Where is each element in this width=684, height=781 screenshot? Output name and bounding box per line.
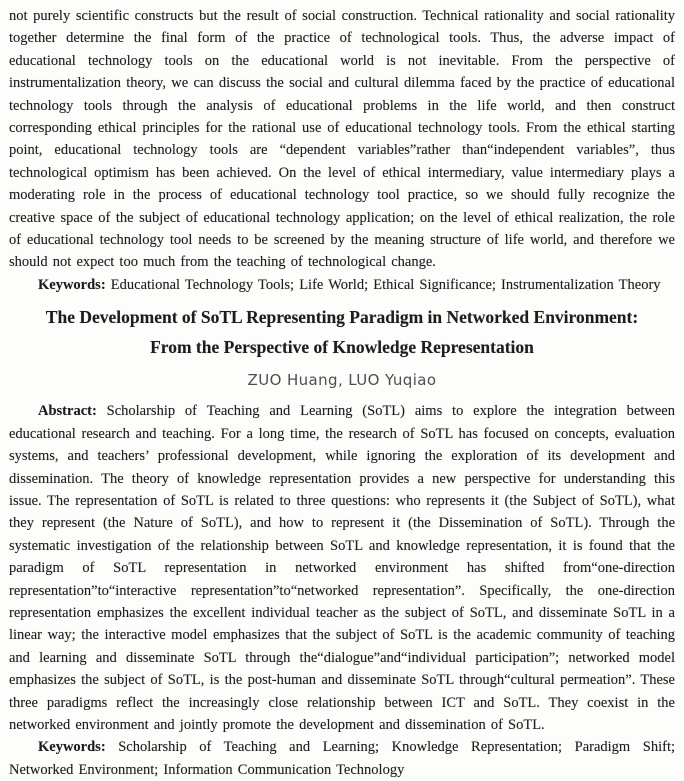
article-keywords-label: Keywords: <box>38 739 106 756</box>
article-title-line1: The Development of SoTL Representing Paradigm in Networked Environment: <box>45 307 639 328</box>
previous-article-keywords-text: Educational Technology Tools; Life World; Ethical Significance; Instrumentalization Theory <box>105 276 661 293</box>
article-authors: ZUO Huang, LUO Yuqiao <box>247 371 437 390</box>
abstract-label: Abstract: <box>38 403 97 420</box>
article-keywords-line <box>9 736 675 781</box>
article-keywords-text: Scholarship of Teaching and Learning; Knowledge Representation; Paradigm Shift; Networked Environment; Information Communication Technology <box>9 739 675 778</box>
previous-article-continuation-paragraph: not purely scientific constructs but the result of social construction. Technical rationality and social rationality together determine the final form of the practice of technological tools. Thus, the adverse impact of educational technology tools on the educational world is not inevitable. From the perspective of instrumentalization theory, we can discuss the social and cultural dilemma faced by the practice of educational technology tools through the analysis of educational problems in the life world, and then construct corresponding ethical principles for the rational use of educational technology tools. From the ethical starting point, educational technology tools are “dependent variables”rather than“independent variables”, thus technological optimism has been achieved. On the level of ethical intermediary, value intermediary plays a moderating role in the process of educational technology tool practice, so we should fully recognize the creative space of the subject of educational technology application; on the level of ethical realization, the role of educational technology tool needs to be screened by the meaning structure of life world, and therefore we should not expect too much from the teaching of technological change. <box>9 8 675 271</box>
article-abstract-paragraph <box>9 400 675 736</box>
article-title <box>9 302 675 362</box>
previous-article-keywords-line <box>9 274 675 296</box>
article-title-line2: From the Perspective of Knowledge Representation <box>150 337 534 358</box>
abstract-text: Scholarship of Teaching and Learning (SoTL) aims to explore the integration between educational research and teaching. For a long time, the research of SoTL has focused on concepts, evaluation systems, and teachers’ professional development, while ignoring the exploration of its development and dissemination. The theory of knowledge representation provides a new perspective for understanding this issue. The representation of SoTL is related to three questions: who represents it (the Subject of SoTL), what they represent (the Nature of SoTL), and how to represent it (the Dissemination of SoTL). Through the systematic investigation of the relationship between SoTL and knowledge representation, it is found that the paradigm of SoTL representation in networked environment has shifted from“one-direction representation”to“interactive representation”to“networked representation”. Specifically, the one-direction representation emphasizes the excellent individual teacher as the subject of SoTL, and disseminate SoTL in a linear way; the interactive model emphasizes that the subject of SoTL is the academic community of teaching and learning and disseminate SoTL through the“dialogue”and“individual participation”; networked model emphasizes the subject of SoTL, is the post-human and disseminate SoTL through“cultural permeation”. These three paradigms reflect the increasingly close relationship between ICT and SoTL. They coexist in the networked environment and jointly promote the development and dissemination of SoTL. <box>9 403 675 733</box>
previous-article-keywords-label: Keywords: <box>38 276 106 293</box>
